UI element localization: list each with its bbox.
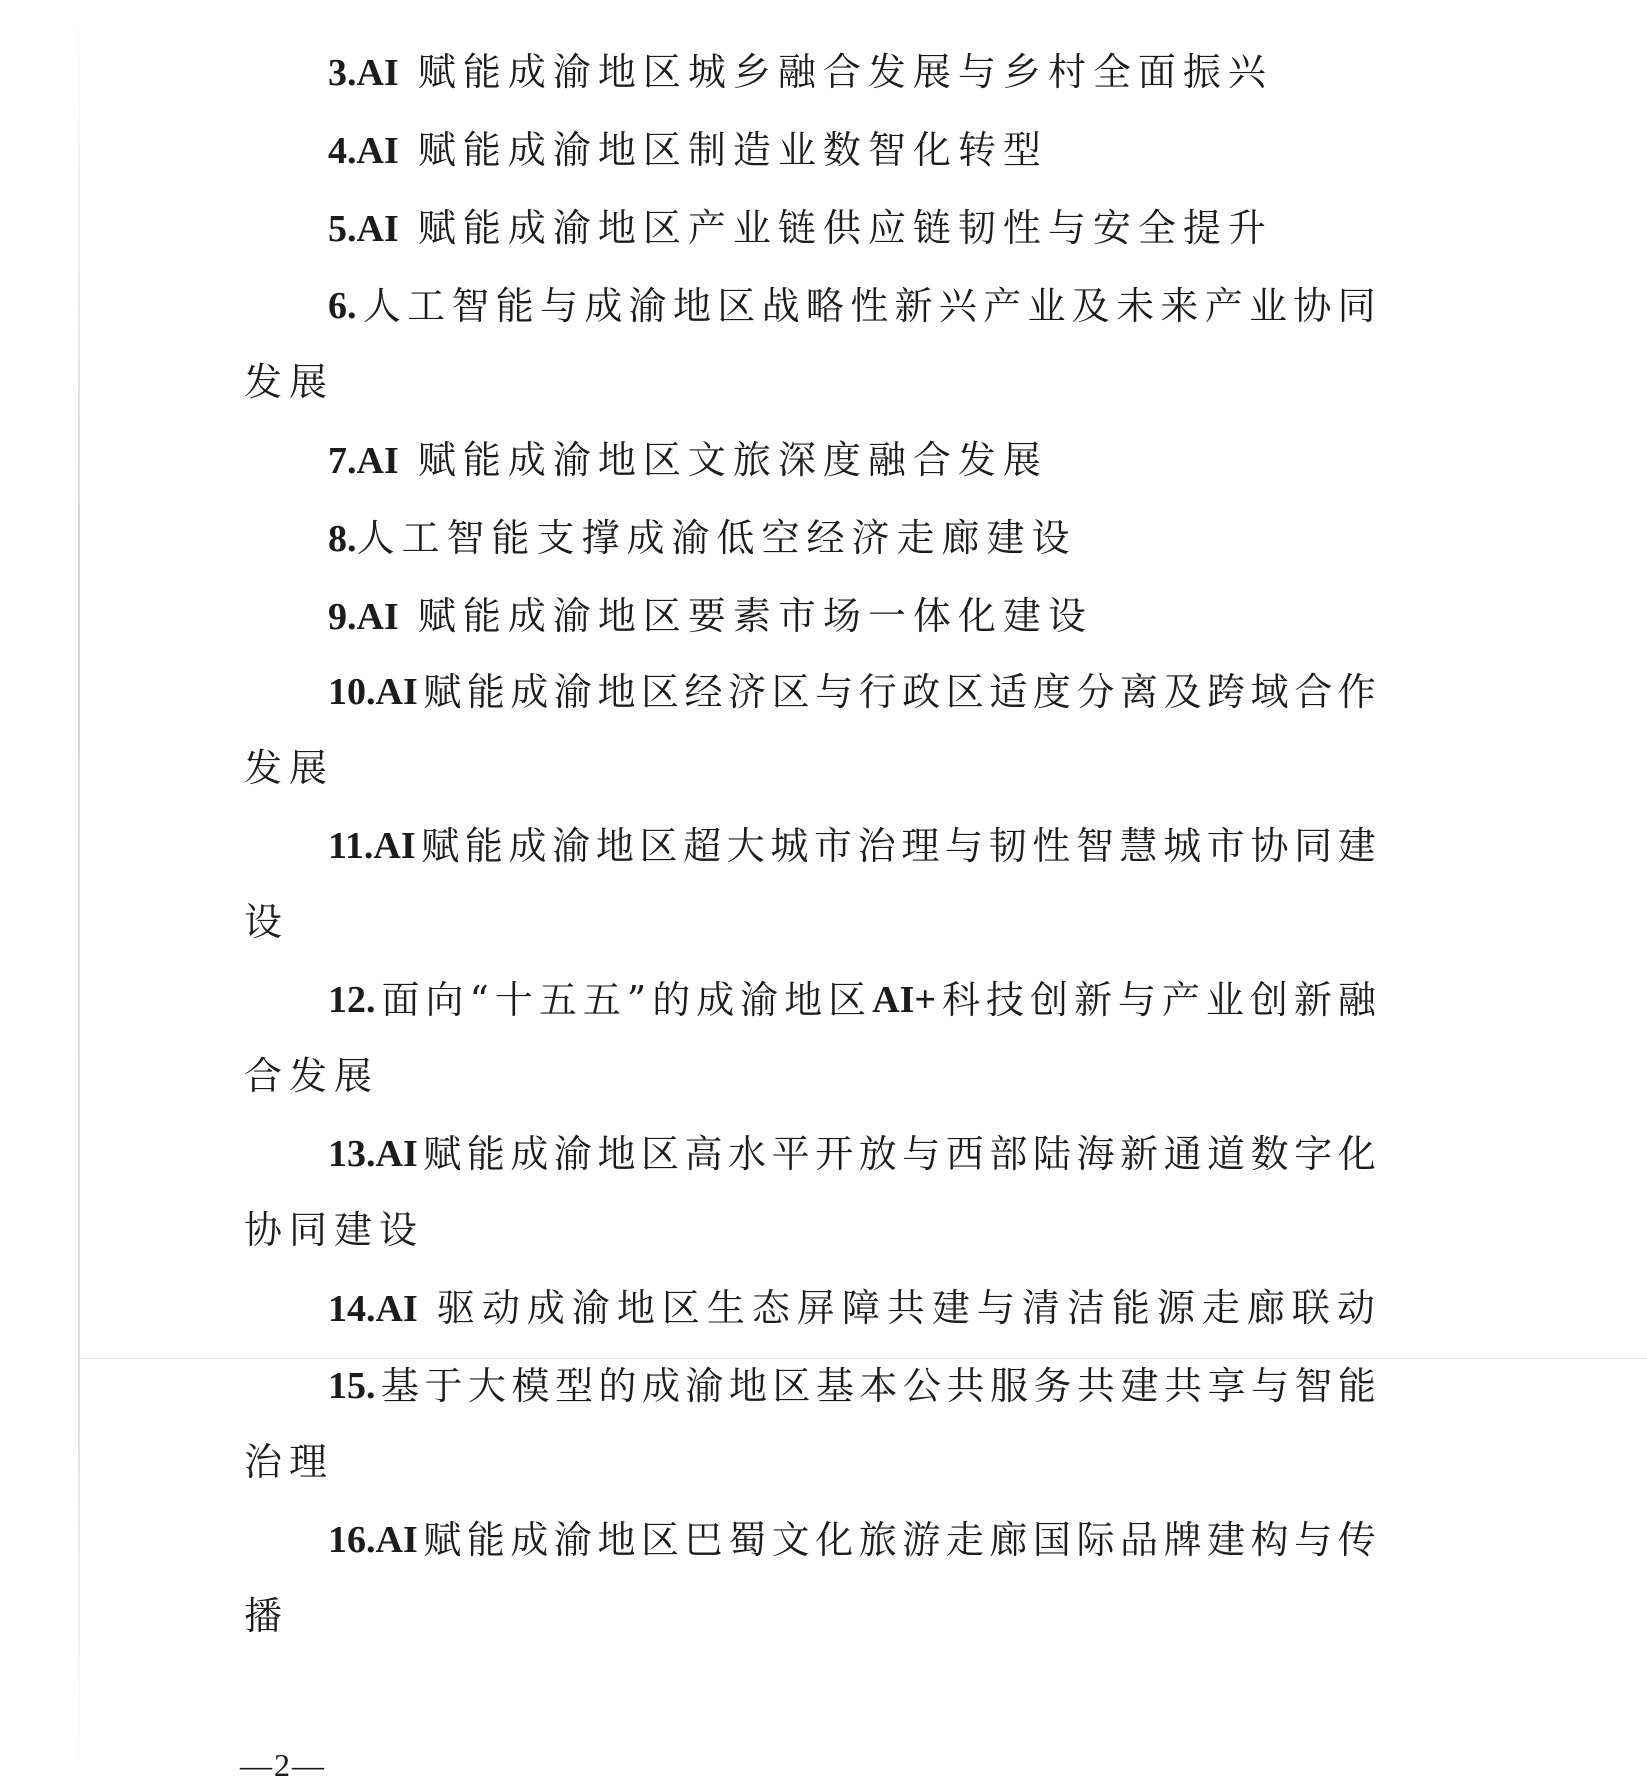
item-glyph: 大 (467, 1364, 506, 1408)
item-glyph: 市 (1206, 824, 1245, 868)
item-glyph: 能 (464, 824, 503, 868)
list-item-line2: 治理 (244, 1440, 335, 1484)
item-glyph: 平 (771, 1132, 810, 1176)
item-glyph: 共 (946, 1364, 985, 1408)
list-item-line2: 合发展 (244, 1054, 380, 1098)
page-number: —2— (240, 1747, 326, 1783)
item-glyph: 赋 (423, 1132, 462, 1176)
item-text: 驱动成渝地区生态屏障共建与清洁能源走廊联动 (417, 1286, 1382, 1330)
item-glyph: 同 (1337, 284, 1376, 328)
item-glyph: 战 (761, 284, 800, 328)
item-glyph: 区 (945, 670, 984, 714)
item-glyph: 作 (1337, 670, 1376, 714)
item-glyph: 通 (1163, 1132, 1202, 1176)
item-glyph: 业 (1027, 284, 1066, 328)
item-glyph: 新 (1073, 978, 1112, 1022)
item-glyph: 基 (815, 1364, 854, 1408)
item-glyph: 道 (1207, 1132, 1246, 1176)
item-glyph: 区 (641, 1132, 680, 1176)
item-glyph: 化 (815, 1518, 854, 1562)
item-glyph: 新 (1120, 1132, 1159, 1176)
list-item-line1 (328, 978, 1376, 1022)
item-glyph: 与 (1294, 1518, 1333, 1562)
item-glyph: 海 (1076, 1132, 1115, 1176)
item-glyph: 高 (684, 1132, 723, 1176)
item-glyph: 成 (510, 1518, 549, 1562)
scan-band-line (80, 1358, 1647, 1359)
item-glyph: 渝 (740, 978, 779, 1022)
item-glyph: 能 (466, 1132, 505, 1176)
item-glyph: 五 (582, 978, 621, 1022)
item-glyph: 及 (1071, 284, 1110, 328)
list-item-line1 (328, 1518, 1376, 1562)
item-glyph: 旅 (858, 1518, 897, 1562)
item-glyph: 合 (1294, 670, 1333, 714)
item-glyph: 区 (639, 824, 678, 868)
item-glyph: 智 (1294, 1364, 1333, 1408)
item-glyph: 度 (1032, 670, 1071, 714)
item-glyph: 区 (772, 1364, 811, 1408)
list-item-line1 (328, 284, 1376, 328)
item-glyph: 渝 (553, 670, 592, 714)
item-glyph: 业 (1249, 284, 1288, 328)
list-item-line2: 播 (244, 1594, 290, 1638)
item-glyph: 理 (901, 824, 940, 868)
item-glyph: 成 (584, 284, 623, 328)
item-glyph: 服 (989, 1364, 1028, 1408)
item-number: 8. (328, 518, 357, 560)
item-glyph: 能 (495, 284, 534, 328)
item-glyph: 能 (466, 1518, 505, 1562)
item-glyph: 协 (1250, 824, 1289, 868)
list-item-line2: 发展 (244, 746, 335, 790)
item-glyph: 模 (511, 1364, 550, 1408)
item-glyph: 市 (814, 824, 853, 868)
item-glyph: 化 (1337, 1132, 1376, 1176)
item-glyph: 十 (494, 978, 533, 1022)
item-glyph: 成 (510, 1132, 549, 1176)
item-number: 6. (328, 285, 357, 327)
item-glyph: 超 (683, 824, 722, 868)
item-text: 赋能成渝地区制造业数智化转型 (398, 128, 1048, 172)
item-glyph: 业 (1205, 978, 1244, 1022)
item-glyph: 城 (1163, 824, 1202, 868)
item-glyph: 共 (1163, 1364, 1202, 1408)
item-glyph: 成 (696, 978, 735, 1022)
item-glyph: 际 (1076, 1518, 1115, 1562)
item-text: 赋能成渝地区文旅深度融合发展 (398, 438, 1048, 482)
item-glyph: 离 (1120, 670, 1159, 714)
item-number: 10.AI (328, 671, 418, 713)
item-text: 赋能成渝地区要素市场一体化建设 (398, 594, 1093, 638)
item-glyph: 型 (554, 1364, 593, 1408)
item-glyph: 创 (1249, 978, 1288, 1022)
item-glyph: 赋 (421, 824, 460, 868)
item-glyph: 渝 (553, 1132, 592, 1176)
item-number: 15. (328, 1365, 376, 1407)
item-glyph: 来 (1160, 284, 1199, 328)
item-glyph: 地 (784, 978, 823, 1022)
item-text: 人工智能支撑成渝低空经济走廊建设 (356, 516, 1077, 560)
list-item-line1 (328, 594, 1376, 639)
item-glyph: 同 (1294, 824, 1333, 868)
item-number: 16.AI (328, 1519, 418, 1561)
list-item-line2: 协同建设 (244, 1208, 425, 1252)
item-glyph: 域 (1250, 670, 1289, 714)
list-item-line2: 设 (244, 900, 290, 944)
item-glyph: 走 (945, 1518, 984, 1562)
item-glyph: 成 (641, 1364, 680, 1408)
item-number: 11.AI (328, 825, 416, 867)
item-number: 9.AI (328, 596, 399, 638)
item-glyph: 略 (805, 284, 844, 328)
item-number: 7.AI (328, 440, 399, 482)
item-glyph: 传 (1337, 1518, 1376, 1562)
item-glyph: 经 (684, 670, 723, 714)
list-item-line1 (328, 438, 1376, 483)
item-glyph: 工 (407, 284, 446, 328)
item-glyph: 性 (1032, 824, 1071, 868)
item-glyph: 国 (1032, 1518, 1071, 1562)
item-glyph: 政 (902, 670, 941, 714)
item-glyph: 济 (728, 670, 767, 714)
item-glyph: 西 (945, 1132, 984, 1176)
item-glyph: 数 (1250, 1132, 1289, 1176)
scan-edge-shadow (78, 0, 80, 1785)
item-glyph: 渝 (628, 284, 667, 328)
item-glyph: AI+ (872, 979, 937, 1021)
item-glyph: 成 (508, 824, 547, 868)
item-glyph: 与 (540, 284, 579, 328)
item-glyph: 与 (1117, 978, 1156, 1022)
item-glyph: 务 (1033, 1364, 1072, 1408)
item-glyph: 放 (858, 1132, 897, 1176)
item-glyph: 五 (538, 978, 577, 1022)
item-glyph: 文 (771, 1518, 810, 1562)
item-glyph: 地 (728, 1364, 767, 1408)
item-glyph: 陆 (1032, 1132, 1071, 1176)
item-number: 14.AI (328, 1288, 418, 1330)
item-glyph: 公 (902, 1364, 941, 1408)
item-glyph: 创 (1029, 978, 1068, 1022)
item-glyph: 跨 (1207, 670, 1246, 714)
item-glyph: 与 (902, 1132, 941, 1176)
item-glyph: 构 (1250, 1518, 1289, 1562)
list-item-line1 (328, 50, 1376, 95)
item-glyph: 赋 (423, 1518, 462, 1562)
item-glyph: 技 (985, 978, 1024, 1022)
list-item-line1 (328, 1364, 1376, 1408)
item-glyph: 品 (1120, 1518, 1159, 1562)
item-glyph: 大 (726, 824, 765, 868)
item-glyph: 本 (859, 1364, 898, 1408)
item-number: 3.AI (328, 52, 399, 94)
item-glyph: 兴 (938, 284, 977, 328)
item-glyph: 蜀 (728, 1518, 767, 1562)
list-item-line1 (328, 1286, 1382, 1331)
item-glyph: 未 (1116, 284, 1155, 328)
item-glyph: 水 (728, 1132, 767, 1176)
item-glyph: 人 (362, 284, 401, 328)
list-item-line1 (328, 128, 1376, 173)
item-glyph: 廊 (989, 1518, 1028, 1562)
item-glyph: 适 (989, 670, 1028, 714)
item-glyph: 渝 (553, 1518, 592, 1562)
item-glyph: 慧 (1119, 824, 1158, 868)
item-glyph: 韧 (988, 824, 1027, 868)
list-item-line2: 发展 (244, 360, 335, 404)
item-glyph: 面 (381, 978, 420, 1022)
item-glyph: 的 (652, 978, 691, 1022)
item-number: 12. (328, 979, 376, 1021)
item-glyph: 开 (815, 1132, 854, 1176)
item-glyph: 成 (510, 670, 549, 714)
item-glyph: 字 (1294, 1132, 1333, 1176)
item-glyph: 能 (466, 670, 505, 714)
item-glyph: 向 (425, 978, 464, 1022)
item-glyph: 产 (1161, 978, 1200, 1022)
item-glyph: 性 (850, 284, 889, 328)
item-glyph: 巴 (684, 1518, 723, 1562)
item-glyph: 区 (641, 1518, 680, 1562)
item-glyph: ” (626, 978, 647, 1022)
list-item-line1 (328, 670, 1376, 714)
item-glyph: 渝 (552, 824, 591, 868)
item-glyph: 游 (902, 1518, 941, 1562)
item-glyph: 区 (641, 670, 680, 714)
item-glyph: 享 (1207, 1364, 1246, 1408)
item-glyph: 新 (1293, 978, 1332, 1022)
item-glyph: 新 (894, 284, 933, 328)
item-glyph: 赋 (423, 670, 462, 714)
item-glyph: 部 (989, 1132, 1028, 1176)
item-glyph: 协 (1293, 284, 1332, 328)
item-glyph: 地 (597, 670, 636, 714)
item-glyph: 地 (672, 284, 711, 328)
item-glyph: 建 (1207, 1518, 1246, 1562)
item-glyph: 治 (857, 824, 896, 868)
list-item-line1 (328, 1132, 1376, 1176)
item-glyph: 及 (1163, 670, 1202, 714)
item-glyph: 智 (1075, 824, 1114, 868)
item-glyph: 产 (1204, 284, 1243, 328)
item-glyph: 与 (1250, 1364, 1289, 1408)
item-glyph: 能 (1337, 1364, 1376, 1408)
item-number: 5.AI (328, 208, 399, 250)
item-glyph: 的 (598, 1364, 637, 1408)
item-glyph: 共 (1076, 1364, 1115, 1408)
item-glyph: 智 (451, 284, 490, 328)
item-glyph: 科 (941, 978, 980, 1022)
item-number: 4.AI (328, 130, 399, 172)
item-glyph: 与 (815, 670, 854, 714)
item-glyph: 牌 (1163, 1518, 1202, 1562)
item-glyph: 基 (380, 1364, 419, 1408)
item-text: 赋能成渝地区产业链供应链韧性与安全提升 (398, 206, 1273, 250)
item-glyph: 地 (597, 1132, 636, 1176)
item-glyph: 融 (1337, 978, 1376, 1022)
item-glyph: 城 (770, 824, 809, 868)
list-item-line1 (328, 824, 1376, 868)
item-glyph: 区 (828, 978, 867, 1022)
item-glyph: 与 (944, 824, 983, 868)
item-glyph: 地 (595, 824, 634, 868)
item-glyph: 行 (858, 670, 897, 714)
item-glyph: 于 (424, 1364, 463, 1408)
item-glyph: 建 (1120, 1364, 1159, 1408)
item-glyph: 建 (1337, 824, 1376, 868)
item-number: 13.AI (328, 1133, 418, 1175)
item-text: 赋能成渝地区城乡融合发展与乡村全面振兴 (398, 50, 1273, 94)
item-glyph: 产 (983, 284, 1022, 328)
item-glyph: 渝 (685, 1364, 724, 1408)
item-glyph: 区 (717, 284, 756, 328)
item-glyph: 分 (1076, 670, 1115, 714)
item-glyph: “ (469, 978, 489, 1022)
list-item-line1 (328, 516, 1376, 561)
list-item-line1 (328, 206, 1376, 251)
item-glyph: 区 (771, 670, 810, 714)
item-glyph: 地 (597, 1518, 636, 1562)
